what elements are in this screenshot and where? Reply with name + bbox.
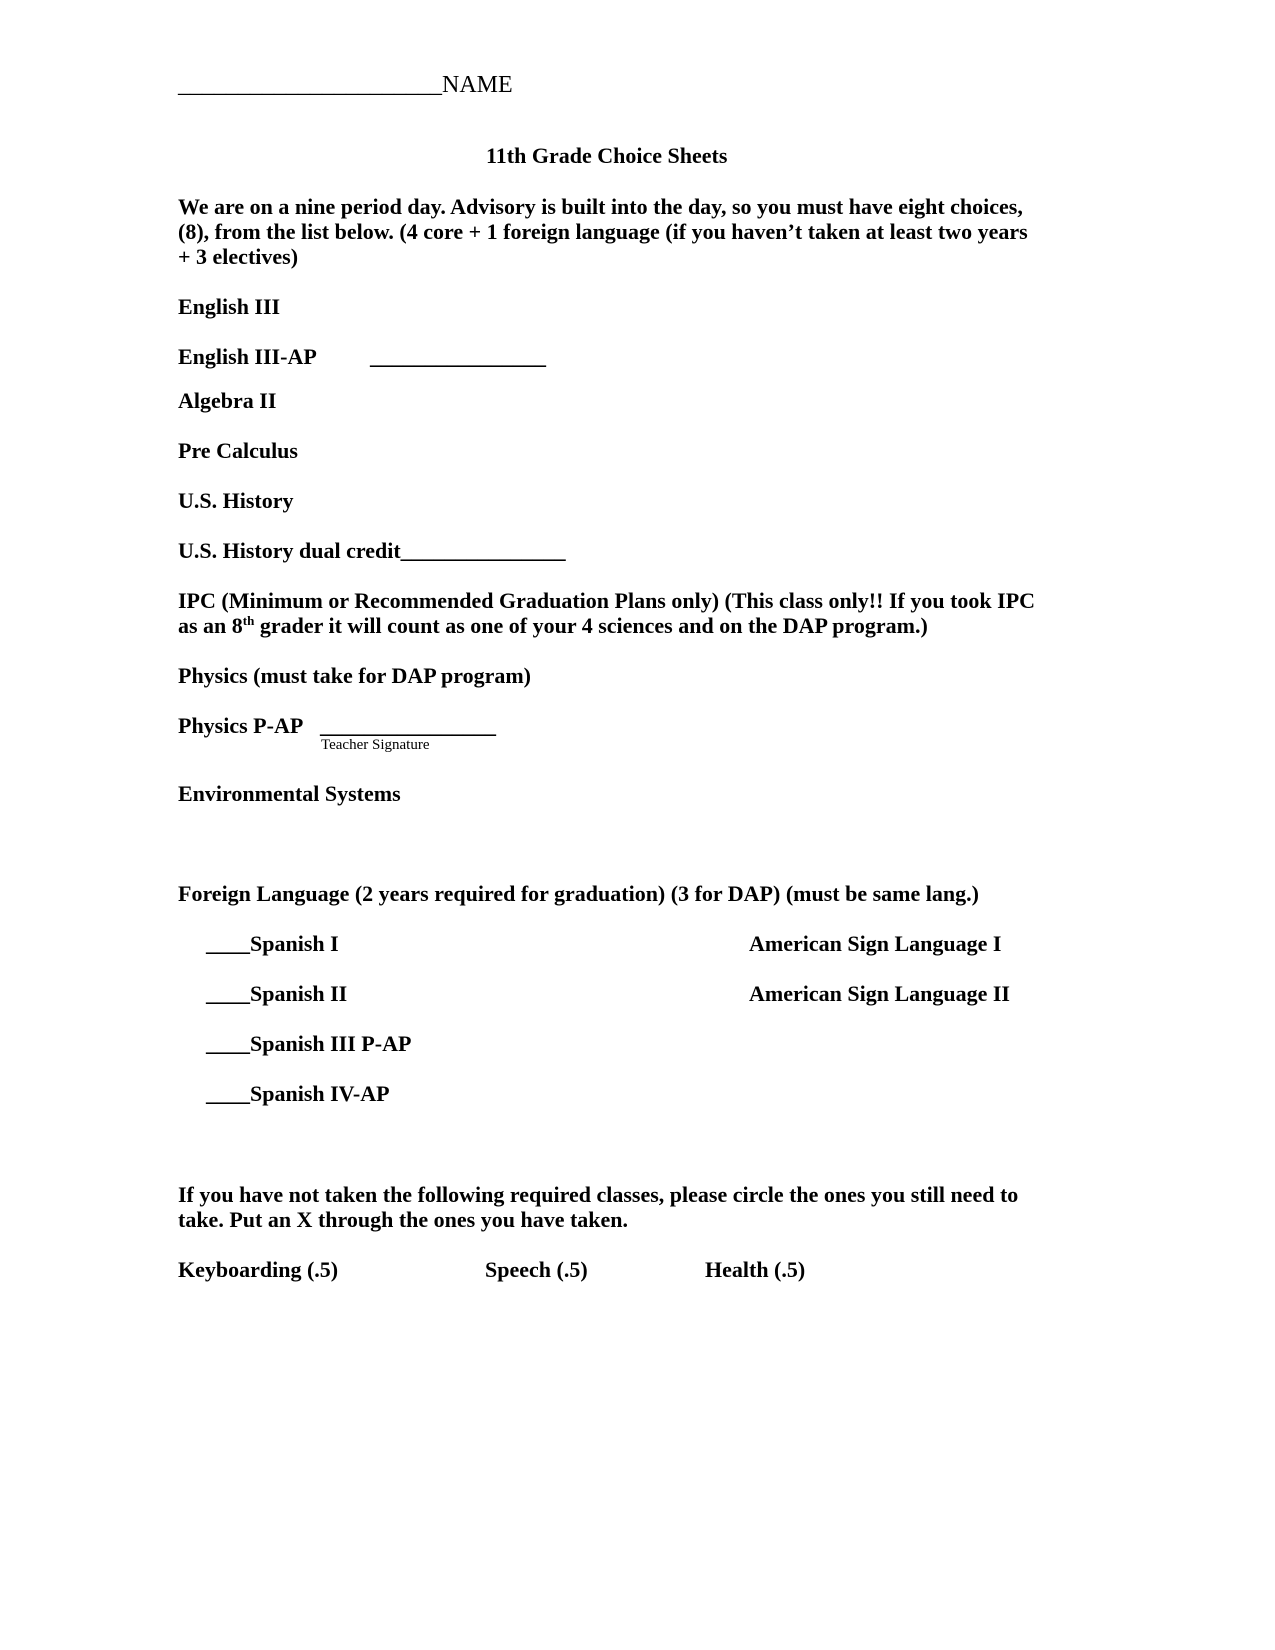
foreign-language-heading: Foreign Language (2 years required for graduation) (3 for DAP) (must be same lang.) <box>178 881 979 906</box>
spanish-4-ap-option[interactable]: ____Spanish IV-AP <box>206 1081 390 1106</box>
course-us-history-dual-credit: U.S. History dual credit_______________ <box>178 538 566 563</box>
intro-line-3: + 3 electives) <box>178 244 299 269</box>
spanish-2-option[interactable]: ____Spanish II <box>206 981 348 1006</box>
intro-line-1: We are on a nine period day. Advisory is built into the day, so you must have eight choices, <box>178 194 1023 219</box>
ipc-text-post: grader it will count as one of your 4 sciences and on the DAP program.) <box>254 613 928 638</box>
course-us-history: U.S. History <box>178 488 294 513</box>
physics-pap-signature-blank[interactable]: ________________ <box>320 713 496 738</box>
intro-line-2: (8), from the list below. (4 core + 1 foreign language (if you haven’t taken at least two years <box>178 219 1028 244</box>
page-title: 11th Grade Choice Sheets <box>486 143 728 168</box>
required-speech: Speech (.5) <box>485 1257 588 1282</box>
spanish-3-pap-option[interactable]: ____Spanish III P-AP <box>206 1031 412 1056</box>
required-instructions-line-2: take. Put an X through the ones you have taken. <box>178 1207 629 1232</box>
course-physics: Physics (must take for DAP program) <box>178 663 531 688</box>
ipc-text-pre: as an 8 <box>178 613 243 638</box>
spanish-1-option[interactable]: ____Spanish I <box>206 931 339 956</box>
course-algebra-2: Algebra II <box>178 388 277 413</box>
course-physics-pap: Physics P-AP <box>178 713 304 738</box>
course-environmental-systems: Environmental Systems <box>178 781 401 806</box>
course-pre-calculus: Pre Calculus <box>178 438 298 463</box>
asl-1-option: American Sign Language I <box>749 931 1002 956</box>
asl-2-option: American Sign Language II <box>749 981 1010 1006</box>
required-health: Health (.5) <box>705 1257 806 1282</box>
english-3-ap-signature-blank[interactable]: ________________ <box>370 344 546 369</box>
course-ipc-line-1: IPC (Minimum or Recommended Graduation Plans only) (This class only!! If you took IPC <box>178 588 1036 613</box>
course-ipc-line-2 <box>178 613 928 639</box>
required-instructions-line-1: If you have not taken the following required classes, please circle the ones you still need to <box>178 1182 1019 1207</box>
name-line: ______________________NAME <box>178 72 513 98</box>
ipc-superscript: th <box>242 613 255 628</box>
required-keyboarding: Keyboarding (.5) <box>178 1257 339 1282</box>
teacher-signature-label: Teacher Signature <box>321 737 430 753</box>
course-english-3-ap: English III-AP <box>178 344 317 369</box>
course-english-3: English III <box>178 294 281 319</box>
